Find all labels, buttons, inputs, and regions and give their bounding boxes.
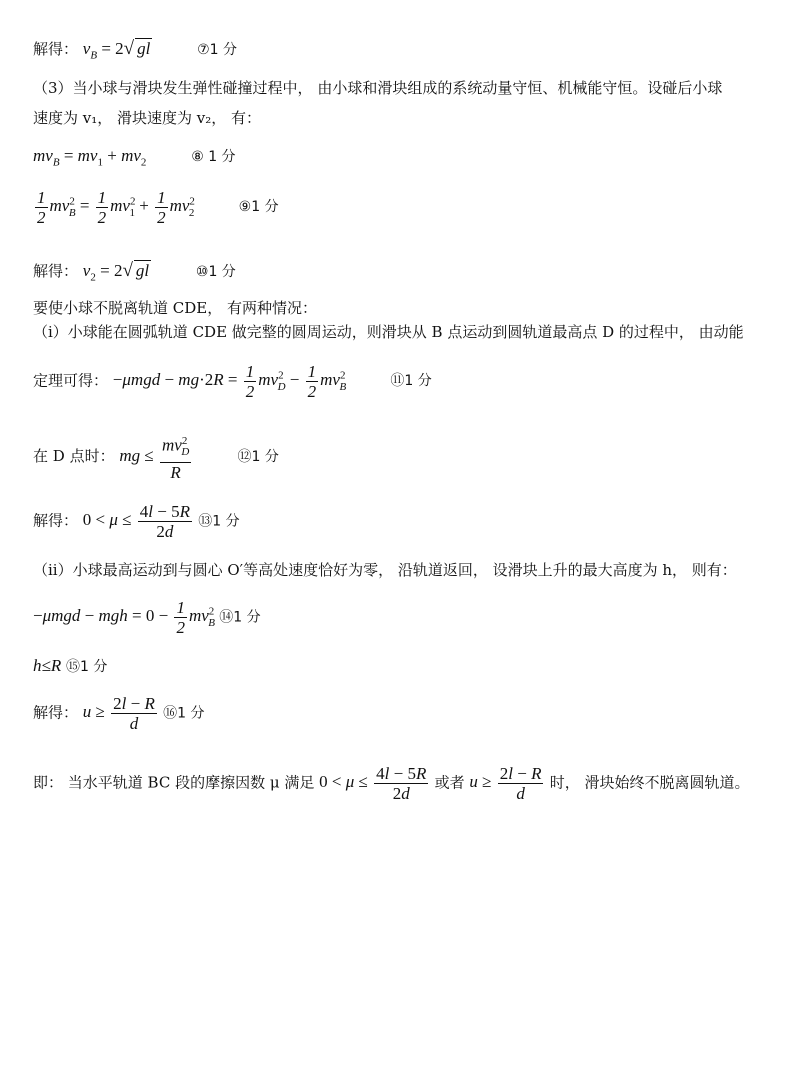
solution-mu-range: 解得： 0 < μ ≤ $\frac{4l - 5R}{2d}$ ⑬1 分 <box>33 502 240 541</box>
solution-u-range: 解得： u ≥ $\frac{2l - R}{d}$ ⑯1 分 <box>33 694 205 733</box>
part3-intro-b: 速度为 v₁， 滑块速度为 v₂， 有： <box>33 109 262 127</box>
eq-momentum: $mv_B = mv_1 + mv_2$ ⑧ 1 分 <box>33 146 236 169</box>
score-16: ⑯1 分 <box>163 705 205 722</box>
case-1: （i）小球能在圆弧轨道 CDE 做完整的圆周运动，则滑块从 B 点运动到圆轨道最高点 D 的过程中， 由动能 <box>33 323 744 341</box>
score-14: ⑭1 分 <box>219 609 261 626</box>
case-2: （ii）小球最高运动到与圆心 O′等高处速度恰好为零， 沿轨道返回， 设滑块上升的最大高度为 h， 则有： <box>33 561 737 579</box>
eq-h-le-r: h≤R ⑮1 分 <box>33 656 108 675</box>
part3-intro: （3）当小球与滑块发生弹性碰撞过程中， 由小球和滑块组成的系统动量守恒、机械能守恒。设碰后小球 <box>33 79 723 97</box>
score-12: ⑫1 分 <box>237 448 279 465</box>
solution-v2: 解得： $v_2 = 2√$ gl ⑩1 分 <box>33 260 236 284</box>
score-10: ⑩1 分 <box>195 264 236 280</box>
conclusion: 即： 当水平轨道 BC 段的摩擦因数 μ 满足 0 < μ ≤ $\frac{4l - 5R}{2d}$ 或者 u ≥ $\frac{2l - R}{d}$ 时， 滑块始终不脱离圆轨道。 <box>33 764 750 803</box>
solution-vb: 解得： $v_B = 2√$ gl ⑦1 分 <box>33 38 238 62</box>
score-7: ⑦1 分 <box>197 42 238 58</box>
score-15: ⑮1 分 <box>66 659 108 675</box>
eq-at-d: 在 D 点时： mg ≤ $\frac{mv^2_D}{R}$ ⑫1 分 <box>33 435 279 483</box>
score-8: ⑧ 1 分 <box>191 149 236 165</box>
cde-intro: 要使小球不脱离轨道 CDE， 有两种情况： <box>33 299 317 317</box>
score-11: ⑪1 分 <box>390 373 432 390</box>
score-13: ⑬1 分 <box>198 513 240 530</box>
eq-energy: $\frac{1}{2}$ $mv^2_B$ = $\frac{1}{2}$ $mv^2_1$ + $\frac{1}{2}$ $mv^2_2$ ⑨1 分 <box>37 188 279 227</box>
eq-max-height: −μmgd − mgh = 0 − $\frac{1}{2}$ $mv^2_B$ ⑭1 分 <box>33 598 261 637</box>
score-9: ⑨1 分 <box>238 199 279 216</box>
eq-work-energy: 定理可得： −μmgd − mg·2R = $\frac{1}{2}$ $mv^2_D$ − $\frac{1}{2}$ $mv^2_B$ ⑪1 分 <box>33 362 432 401</box>
